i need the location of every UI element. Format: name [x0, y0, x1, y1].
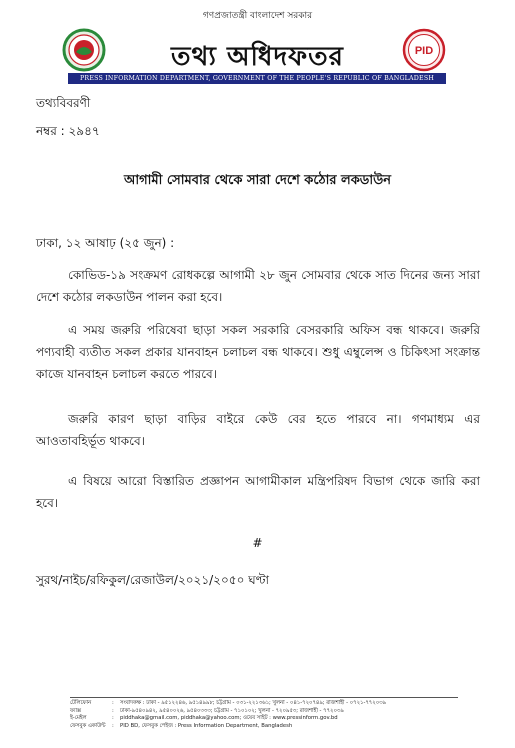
footer-value: ঢাকা-৯৫৪০৯৪২, ৯৫৪০০২৬, ৯৫৪০৩৩৩; চট্টগ্রাম - ৭১০১০২; খুলনা - ৭২০৯৫৩; রাজশাহী - ৭৭২০৩৯ — [120, 707, 344, 714]
paragraph-3: জরুরি কারণ ছাড়া বাড়ির বাইরে কেউ বের হতে পারবে না। গণমাধ্যম এর আওতাবহির্ভূত থাকবে। — [36, 412, 480, 448]
footer-colon: : — [112, 700, 114, 706]
pid-seal-icon — [402, 28, 446, 72]
paragraph-2: এ সময় জরুরি পরিষেবা ছাড়া সকল সরকারি বেসরকারি অফিস বন্ধ থাকবে। জরুরি পণ্যবাহী ব্যতীত সকল প্রকার যানবাহন চলাচল বন্ধ থাকবে। শুধু এম্বুলেন্স ও চিকিৎসা সংক্রান্ত কাজে যানবাহন চলাচল করতে পারবে। — [36, 323, 480, 381]
footer-label: ফেসবুক একাউন্ট — [70, 722, 106, 729]
pid-logo-text: PID — [414, 45, 434, 57]
footer-colon: : — [112, 707, 114, 714]
footer-label: ফ্যাক্স — [70, 707, 81, 714]
headline: আগামী সোমবার থেকে সারা দেশে কঠোর লকডাউন — [123, 173, 392, 188]
footer-row-email — [70, 715, 470, 723]
footer-contacts — [70, 700, 470, 730]
footer-colon: : — [112, 722, 114, 729]
footer-row-telephone — [70, 700, 470, 708]
footer-row-facebook — [70, 723, 470, 731]
department-banner: PRESS INFORMATION DEPARTMENT, GOVERNMENT OF THE PEOPLE'S REPUBLIC OF BANGLADESH — [68, 73, 446, 84]
dateline: ঢাকা, ১২ আষাঢ় (২৫ জুন) : — [36, 236, 175, 250]
footer-colon: : — [112, 715, 114, 722]
department-title: তথ্য অধিদফতর — [171, 42, 344, 72]
signature-line: সুরথ/নাইচ/রফিকুল/রেজাউল/২০২১/২০৫০ ঘণ্টা — [36, 573, 270, 587]
paragraph-4: এ বিষয়ে আরো বিস্তারিত প্রজ্ঞাপন আগামীকাল মন্ত্রিপরিষদ বিভাগ থেকে জারি করা হবে। — [36, 474, 480, 510]
footer-label: টেলিফোন — [70, 700, 92, 706]
footer-value: PID BD, ফেসবুক পেইজ : Press Information Department, Bangladesh — [120, 722, 293, 729]
footer-value: piddhaka@gmail.com, piddhaka@yahoo.com; ওয়েব সাইট : www.pressinform.gov.bd — [120, 715, 338, 722]
paragraph-1: কোভিড-১৯ সংক্রমণ রোধকল্পে আগামী ২৮ জুন সোমবার থেকে সাত দিনের জন্য সারা দেশে কঠোর লকডাউন পালন করা হবে। — [36, 268, 480, 304]
footer-label: ই-মেইল — [70, 715, 87, 722]
document-type: তথ্যবিবরণী — [36, 96, 91, 110]
footer-divider — [70, 697, 458, 698]
document-number: নম্বর : ২৯৪৭ — [36, 124, 100, 138]
pid-logo — [402, 28, 446, 72]
end-mark: # — [252, 536, 263, 550]
government-name: গণপ্রজাতন্ত্রী বাংলাদেশ সরকার — [202, 11, 313, 21]
footer-value: সংবাদকক্ষ : ঢাকা - ৯৫১২২৪৬, ৯৫১৪৯৯৮; চট্টগ্রাম - ০৩১-২২১৩৬১; খুলনা - ০৪১-৭২০৭৪৯; রাজশাহী - ০৭২১-৭৭২০৩৯ — [120, 700, 387, 706]
